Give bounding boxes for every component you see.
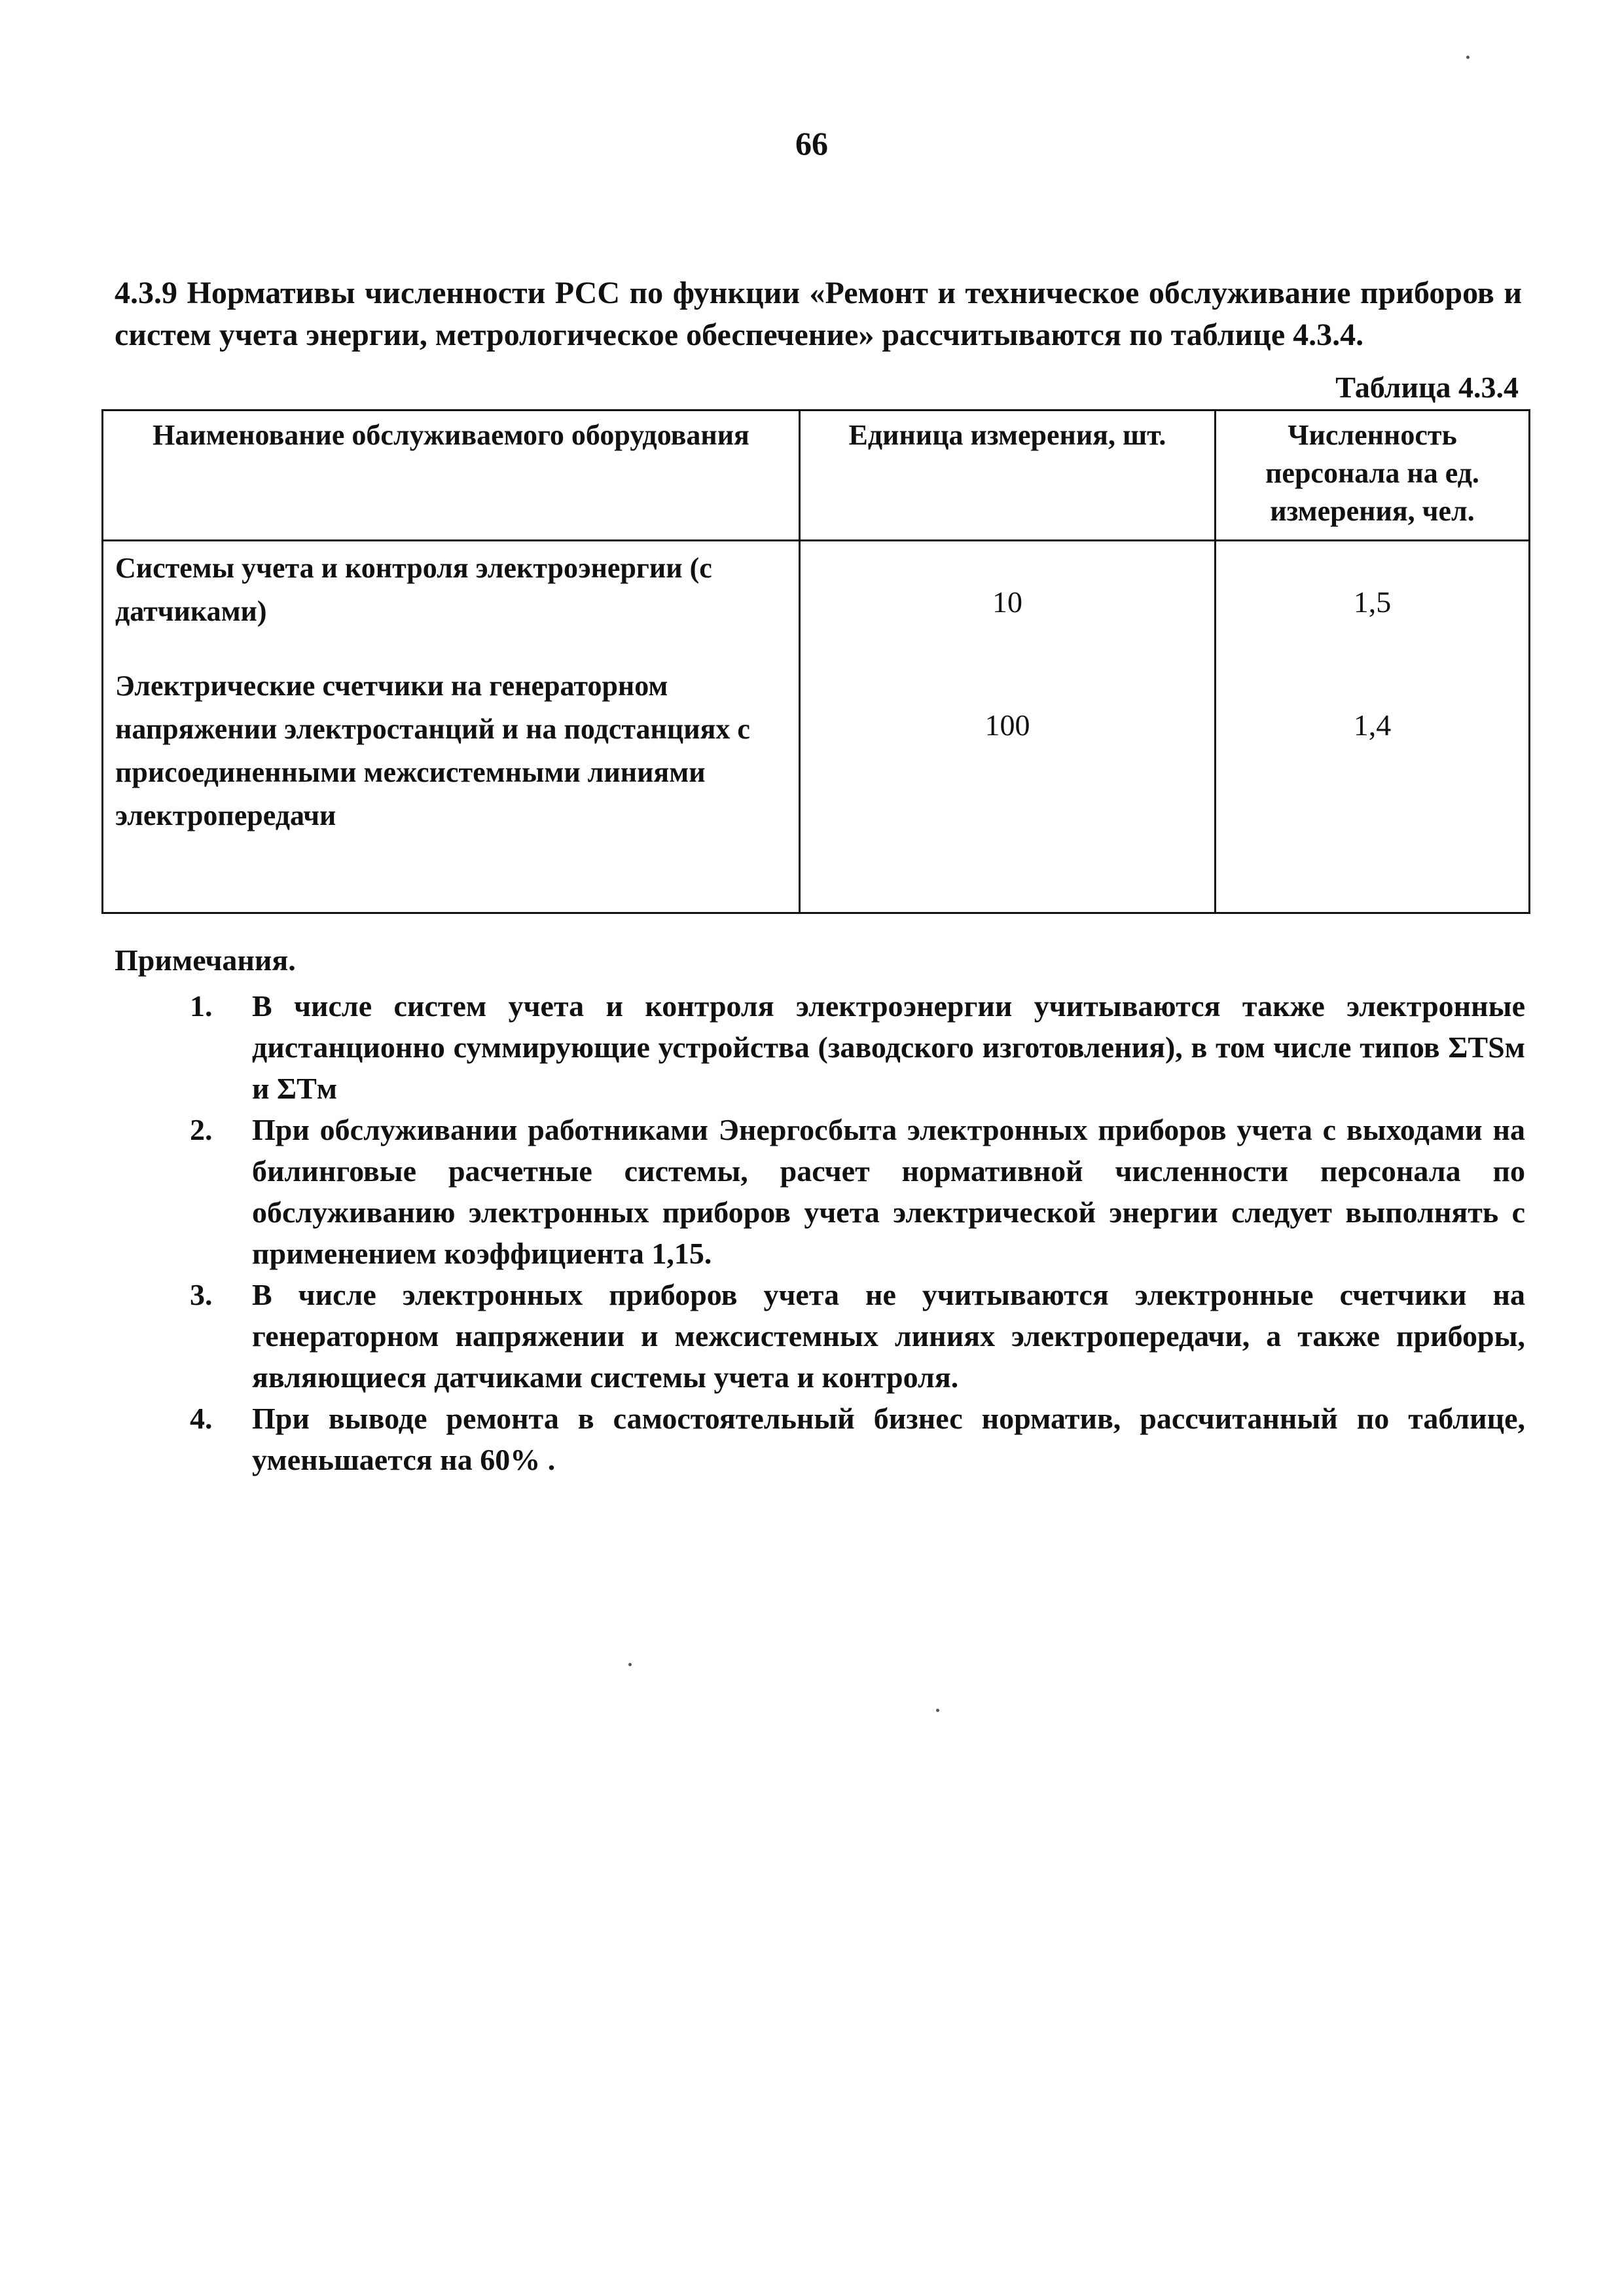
note-number: 2. bbox=[190, 1113, 213, 1146]
row-unit-text: 10 bbox=[992, 585, 1022, 619]
intro-paragraph: 4.3.9 Нормативы численности РСС по функции «Ремонт и техническое обслуживание приборов и систем учета энергии, метрологическое обеспечение» рассчитываются по таблице 4.3.4. bbox=[115, 276, 1522, 352]
note-item bbox=[190, 1398, 1525, 1480]
header-equipment: Наименование обслуживаемого оборудования bbox=[103, 410, 800, 541]
note-text: При выводе ремонта в самостоятельный бизнес норматив, рассчитанный по таблице, уменьшается на 60% . bbox=[252, 1402, 1525, 1476]
row-staff-text: 1,5 bbox=[1353, 585, 1392, 619]
notes-list bbox=[190, 985, 1525, 1480]
row-unit-value bbox=[800, 638, 1216, 913]
note-item bbox=[190, 985, 1525, 1109]
note-number: 4. bbox=[190, 1402, 213, 1435]
note-number: 1. bbox=[190, 989, 213, 1023]
table-header-row bbox=[103, 410, 1530, 541]
staffing-norms-table bbox=[101, 409, 1530, 914]
page-number: 66 bbox=[795, 125, 828, 162]
table-row bbox=[103, 541, 1530, 639]
table-row bbox=[103, 638, 1530, 913]
table-caption: Таблица 4.3.4 bbox=[1335, 371, 1519, 404]
notes-title: Примечания. bbox=[115, 943, 296, 977]
row-equipment-name: Электрические счетчики на генераторном напряжении электростанций и на подстанциях с присоединенными межсистемными линиями электропередачи bbox=[103, 638, 800, 913]
note-text: При обслуживании работниками Энергосбыта электронных приборов учета с выходами на билинговые расчетные системы, расчет нормативной численности персонала по обслуживанию электронных приборов учета электрической энергии следует выполнять с применением коэффициента 1,15. bbox=[252, 1113, 1525, 1270]
note-text: В числе систем учета и контроля электроэнергии учитываются также электронные дистанционно суммирующие устройства (заводского изготовления), в том числе типов ΣTSм и ΣTм bbox=[252, 989, 1525, 1105]
row-unit-text: 100 bbox=[984, 708, 1030, 742]
note-number: 3. bbox=[190, 1278, 213, 1311]
row-equipment-name: Системы учета и контроля электроэнергии (с датчиками) bbox=[103, 541, 800, 639]
row-staff-text: 1,4 bbox=[1353, 708, 1392, 742]
scan-speck bbox=[628, 1663, 632, 1666]
note-text: В числе электронных приборов учета не учитываются электронные счетчики на генераторном напряжении и межсистемных линиях электропередачи, а также приборы, являющиеся датчиками системы учета и контроля. bbox=[252, 1278, 1525, 1394]
header-unit: Единица измерения, шт. bbox=[800, 410, 1216, 541]
header-staff: Численность персонала на ед. измерения, чел. bbox=[1216, 410, 1530, 541]
scan-speck bbox=[936, 1709, 939, 1712]
note-item bbox=[190, 1109, 1525, 1274]
note-item bbox=[190, 1274, 1525, 1398]
row-unit-value bbox=[800, 541, 1216, 639]
row-staff-value bbox=[1216, 638, 1530, 913]
row-staff-value bbox=[1216, 541, 1530, 639]
scan-speck bbox=[1466, 56, 1470, 59]
